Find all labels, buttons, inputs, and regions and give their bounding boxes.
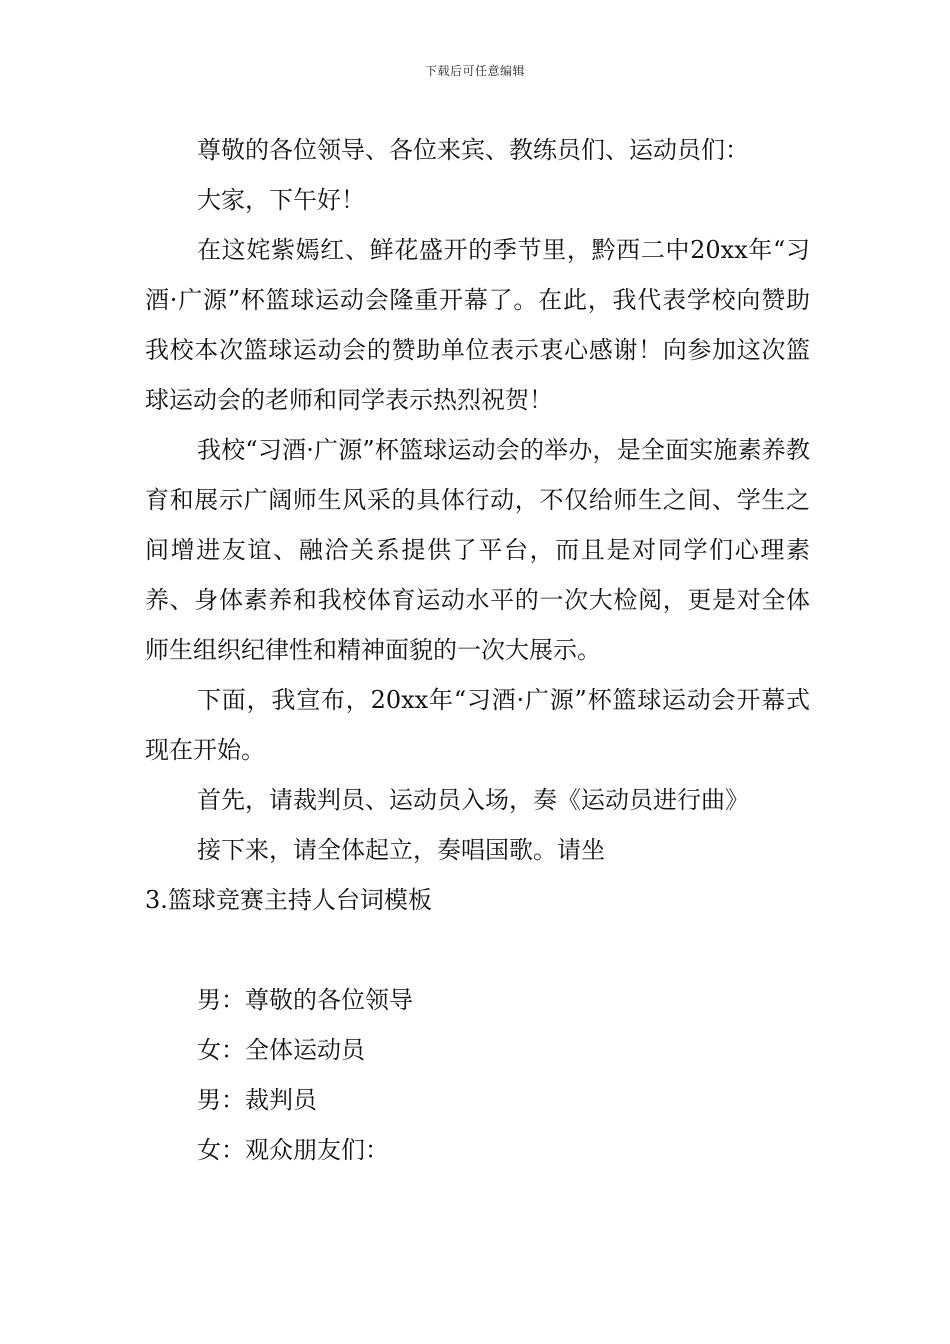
section-gap — [145, 925, 810, 975]
greeting-paragraph: 大家，下午好！ — [197, 186, 365, 214]
purpose-paragraph: 我校“习酒·广源”杯篮球运动会的举办，是全面实施素养教育和展示广阔师生风采的具体行动，不仅给师生之间、学生之间增进友谊、融洽关系提供了平台，而且是对同学们心理素养、身体素养和我校体育运动水平的一次大检阅，更是对全体师生组织纪律性和精神面貌的一次大展示。 — [145, 436, 810, 664]
dialog-line: 女：观众朋友们： — [197, 1136, 389, 1164]
anthem-paragraph: 接下来，请全体起立，奏唱国歌。请坐 — [197, 836, 605, 864]
dialog-line: 女：全体运动员 — [197, 1036, 365, 1064]
section-heading: 3.篮球竞赛主持人台词模板 — [145, 886, 432, 914]
entrance-paragraph: 首先，请裁判员、运动员入场，奏《运动员进行曲》 — [197, 786, 749, 814]
announcement-paragraph: 下面，我宣布，20xx年“习酒·广源”杯篮球运动会开幕式现在开始。 — [145, 686, 810, 764]
document-body — [145, 125, 810, 1175]
opening-paragraph: 在这姹紫嫣红、鲜花盛开的季节里，黔西二中20xx年“习酒·广源”杯篮球运动会隆重开幕了。在此，我代表学校向赞助我校本次篮球运动会的赞助单位表示衷心感谢！向参加这次篮球运动会的老师和同学表示热烈祝贺！ — [145, 236, 810, 414]
page-header: 下载后可任意编辑 — [424, 64, 525, 78]
dialog-line: 男：尊敬的各位领导 — [197, 986, 413, 1014]
salutation-paragraph: 尊敬的各位领导、各位来宾、教练员们、运动员们： — [197, 136, 749, 164]
dialog-line: 男：裁判员 — [197, 1086, 317, 1114]
